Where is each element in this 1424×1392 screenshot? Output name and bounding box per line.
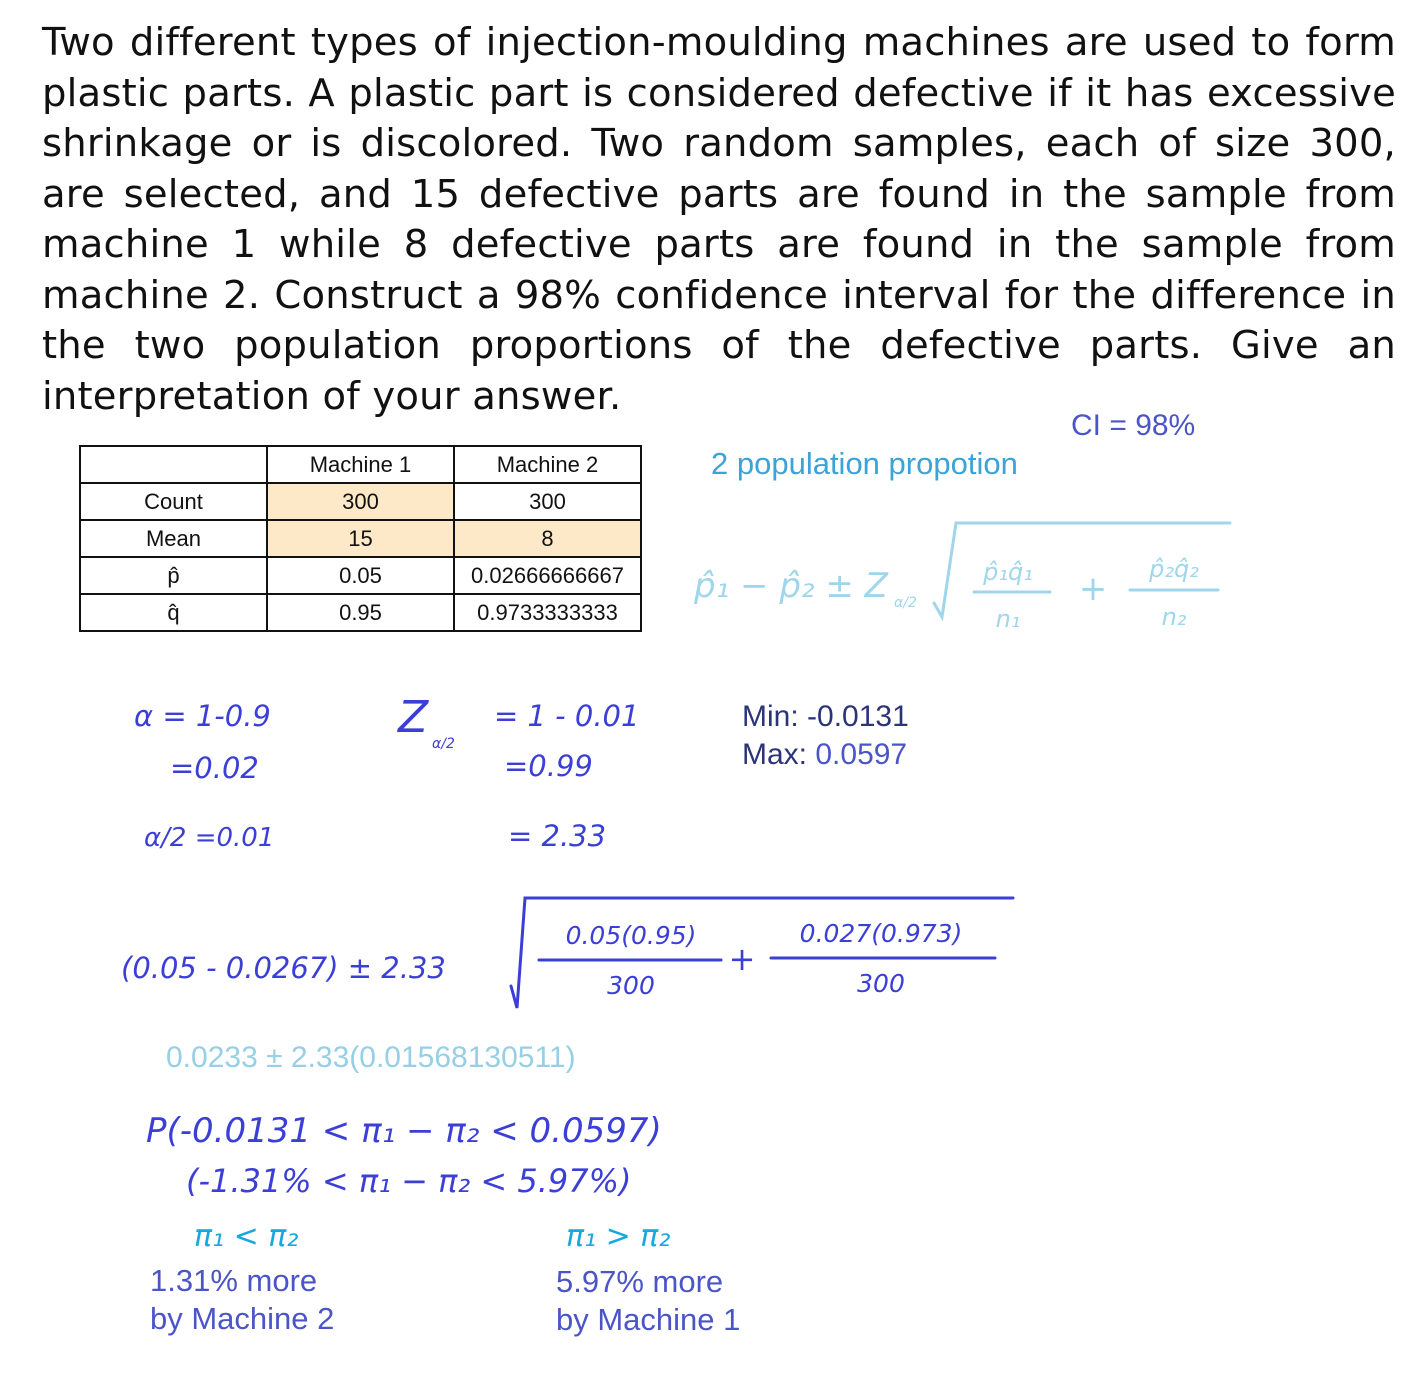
confidence-level-label: CI = 98%	[1071, 409, 1196, 442]
calc-lhs: (0.05 - 0.0267) ± 2.33	[121, 951, 446, 985]
formula-num1: p̂₁q̂₁	[983, 558, 1033, 586]
z-symbol: Z	[398, 692, 429, 743]
calc-sqrt-sign	[511, 898, 1013, 1008]
calc-num2: 0.027(0.973)	[799, 919, 963, 948]
table-header-cell	[80, 446, 267, 483]
max-row	[742, 738, 907, 772]
calc-den2: 300	[857, 969, 905, 998]
formula-den2: n₂	[1161, 603, 1187, 631]
row-label: Mean	[80, 520, 267, 557]
table-header-row	[80, 446, 641, 483]
max-label: Max:	[742, 738, 808, 771]
calc-den1: 300	[607, 971, 655, 1000]
table-cell: 0.9733333333	[454, 594, 641, 631]
ci-formula-handwritten	[690, 515, 1240, 640]
left-interpretation-line-2: by Machine 2	[150, 1301, 335, 1336]
method-label: 2 population propotion	[711, 446, 1018, 481]
z-line-1: = 1 - 0.01	[494, 699, 640, 733]
z-work-handwritten	[390, 690, 670, 870]
problem-statement: Two different types of injection-moulding machines are used to form plastic parts. A plastic part is considered defective if it has excessive shrinkage or is discolored. Two random samples, each of size 300, are selected, and 15 defective parts are found in the sample from machine 1 while 8 defective parts are found in the sample from machine 2. Construct a 98% confidence interval for the difference in the two population proportions of the defective parts. Give an interpretation of your answer.	[42, 20, 1396, 419]
min-label: Min:	[742, 700, 799, 733]
formula-num2: p̂₂q̂₂	[1149, 555, 1199, 583]
right-relation: π₁ > π₂	[566, 1219, 671, 1254]
z-line-2: =0.99	[504, 749, 593, 783]
table-row	[80, 557, 641, 594]
z-subscript: α/2	[432, 736, 455, 752]
alpha-line-1: α = 1-0.9	[134, 699, 271, 733]
row-label: q̂	[80, 594, 267, 631]
table-cell: 0.95	[267, 594, 454, 631]
formula-lhs: p̂₁ − p̂₂ ± Z	[694, 566, 888, 606]
alpha-half-line: α/2 =0.01	[144, 823, 275, 853]
formula-z-subscript: α/2	[894, 595, 917, 611]
table-cell: 15	[267, 520, 454, 557]
min-row	[742, 700, 909, 734]
table-cell: 8	[454, 520, 641, 557]
table-cell: 0.05	[267, 557, 454, 594]
alpha-work-handwritten	[120, 690, 350, 870]
table-row	[80, 483, 641, 520]
left-interpretation	[150, 1262, 334, 1338]
ci-result-expression: 0.0233 ± 2.33(0.01568130511)	[166, 1041, 576, 1074]
left-interpretation-line-1: 1.31% more	[150, 1263, 318, 1298]
probability-line: P(-0.0131 < π₁ − π₂ < 0.0597)	[146, 1111, 662, 1151]
alpha-line-2: =0.02	[170, 751, 259, 785]
left-relation: π₁ < π₂	[194, 1219, 299, 1254]
row-label: p̂	[80, 557, 267, 594]
table-header-cell: Machine 2	[454, 446, 641, 483]
max-value: 0.0597	[815, 738, 908, 771]
right-interpretation-line-2: by Machine 1	[556, 1302, 741, 1337]
table-cell: 300	[267, 483, 454, 520]
right-interpretation-line-1: 5.97% more	[556, 1264, 724, 1299]
calc-plus: +	[728, 940, 756, 978]
table-row	[80, 520, 641, 557]
substitution-handwritten	[115, 890, 1025, 1020]
table-header-cell: Machine 1	[267, 446, 454, 483]
probability-statements-handwritten	[140, 1090, 780, 1260]
right-interpretation	[556, 1263, 740, 1339]
table-cell: 0.02666666667	[454, 557, 641, 594]
table-row	[80, 594, 641, 631]
z-line-3: = 2.33	[508, 819, 607, 853]
formula-den1: n₁	[995, 605, 1021, 633]
row-label: Count	[80, 483, 267, 520]
table-cell: 300	[454, 483, 641, 520]
data-table	[79, 445, 642, 632]
formula-plus: +	[1078, 569, 1108, 609]
calc-num1: 0.05(0.95)	[565, 921, 697, 950]
percent-line: (-1.31% < π₁ − π₂ < 5.97%)	[186, 1162, 632, 1200]
min-value: -0.0131	[807, 700, 909, 733]
